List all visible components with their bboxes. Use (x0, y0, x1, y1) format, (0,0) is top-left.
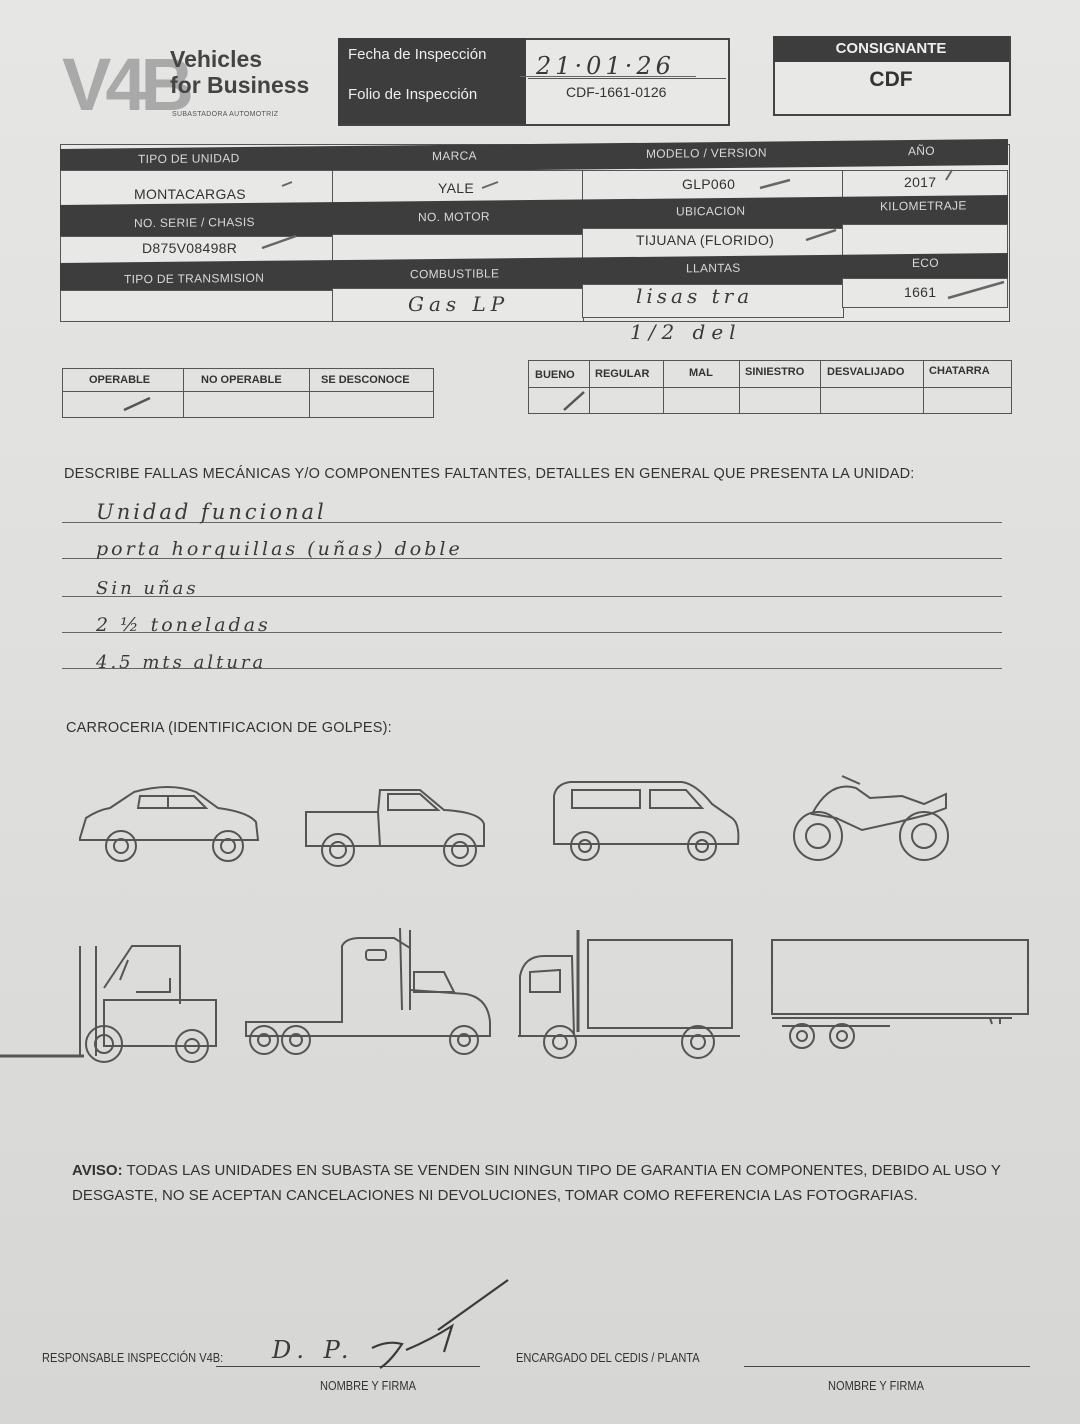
val-combustible: Gas LP (408, 292, 510, 316)
fecha-label: Fecha de Inspección (348, 46, 487, 63)
hdr-serie: NO. SERIE / CHASIS (134, 214, 255, 231)
opt-se-desconoce[interactable]: SE DESCONOCE (321, 374, 410, 386)
opt-siniestro[interactable]: SINIESTRO (745, 366, 805, 378)
body-section-label: CARROCERIA (IDENTIFICACION DE GOLPES): (66, 720, 392, 736)
folio-label: Folio de Inspección (348, 86, 478, 103)
logo-mark: V4B (62, 43, 188, 126)
aviso-title: AVISO: (72, 1162, 123, 1179)
val-serie: D875V08498R (142, 240, 238, 256)
right-signature-line[interactable] (744, 1366, 1030, 1367)
left-signature-name: D. P. (272, 1336, 355, 1364)
description-line-2[interactable]: porta horquillas (uñas) doble (96, 538, 463, 560)
hdr-kilometraje: KILOMETRAJE (880, 198, 967, 214)
description-line-5[interactable]: 4.5 mts altura (96, 652, 267, 673)
val-llantas-extra: 1/2 del (630, 320, 742, 344)
hdr-motor: NO. MOTOR (418, 209, 490, 225)
val-ubicacion: TIJUANA (FLORIDO) (636, 232, 775, 248)
logo-line2: for Business (170, 72, 310, 98)
signature-scribble (360, 1266, 520, 1376)
hdr-anio: AÑO (908, 143, 935, 159)
opt-chatarra[interactable]: CHATARRA (929, 365, 990, 377)
hdr-eco: ECO (912, 255, 939, 271)
fecha-value[interactable]: 21·01·26 (536, 52, 675, 80)
val-eco: 1661 (904, 284, 937, 300)
trailer-icon[interactable] (772, 940, 1028, 1048)
vehicle-diagrams (0, 760, 1080, 1080)
consignante-label: CONSIGNANTE (773, 36, 1009, 62)
val-modelo: GLP060 (682, 176, 736, 192)
opt-no-operable[interactable]: NO OPERABLE (201, 374, 282, 386)
hdr-marca: MARCA (432, 148, 477, 164)
car-icon[interactable] (80, 787, 258, 861)
description-line-1[interactable]: Unidad funcional (96, 500, 327, 524)
logo-subtitle: SUBASTADORA AUTOMOTRIZ (172, 111, 279, 118)
right-signature-caption: NOMBRE Y FIRMA (828, 1378, 924, 1393)
opt-operable[interactable]: OPERABLE (89, 374, 151, 386)
right-signature-label: ENCARGADO DEL CEDIS / PLANTA (516, 1350, 700, 1365)
logo-line1: Vehicles (170, 46, 263, 72)
hdr-combustible: COMBUSTIBLE (410, 266, 500, 282)
forklift-icon[interactable] (0, 946, 216, 1062)
description-line-3[interactable]: Sin uñas (96, 578, 199, 599)
opt-desvalijado[interactable]: DESVALIJADO (827, 366, 905, 378)
hdr-llantas: LLANTAS (686, 260, 741, 276)
hdr-ubicacion: UBICACION (676, 203, 746, 219)
hdr-transmision: TIPO DE TRANSMISION (124, 270, 265, 287)
status-check-marks (0, 0, 1080, 430)
van-icon[interactable] (554, 782, 738, 860)
aviso-text: TODAS LAS UNIDADES EN SUBASTA SE VENDEN SIN NINGUN TIPO DE GARANTIA EN COMPONENTES, DEBIDO AL USO Y DESGASTE, NO SE ACEPTAN CANCELACIONES NI DEVOLUCIONES, TOMAR COMO REFERENCIA LAS FOTOGRAFIAS. (72, 1162, 1001, 1204)
motorcycle-icon[interactable] (794, 776, 948, 860)
hdr-tipo-unidad: TIPO DE UNIDAD (138, 151, 240, 167)
description-line-4[interactable]: 2 ½ toneladas (96, 614, 271, 636)
val-marca: YALE (438, 180, 474, 196)
pickup-icon[interactable] (306, 790, 484, 866)
val-llantas: lisas tra (636, 284, 754, 308)
hdr-modelo: MODELO / VERSION (646, 145, 767, 161)
val-anio: 2017 (904, 174, 937, 190)
opt-bueno[interactable]: BUENO (535, 369, 575, 381)
consignante-value[interactable]: CDF (869, 68, 913, 91)
box-truck-icon[interactable] (518, 930, 740, 1058)
opt-regular[interactable]: REGULAR (595, 368, 650, 380)
val-tipo-unidad: MONTACARGAS (134, 186, 246, 202)
left-signature-label: RESPONSABLE INSPECCIÓN V4B: (42, 1350, 224, 1365)
aviso-notice (72, 1158, 1022, 1208)
tractor-truck-icon[interactable] (246, 928, 490, 1054)
folio-value[interactable]: CDF-1661-0126 (566, 84, 667, 100)
opt-mal[interactable]: MAL (689, 367, 713, 379)
description-label: DESCRIBE FALLAS MECÁNICAS Y/O COMPONENTES FALTANTES, DETALLES EN GENERAL QUE PRESENTA LA UNIDAD: (64, 466, 915, 482)
left-signature-caption: NOMBRE Y FIRMA (320, 1378, 416, 1393)
